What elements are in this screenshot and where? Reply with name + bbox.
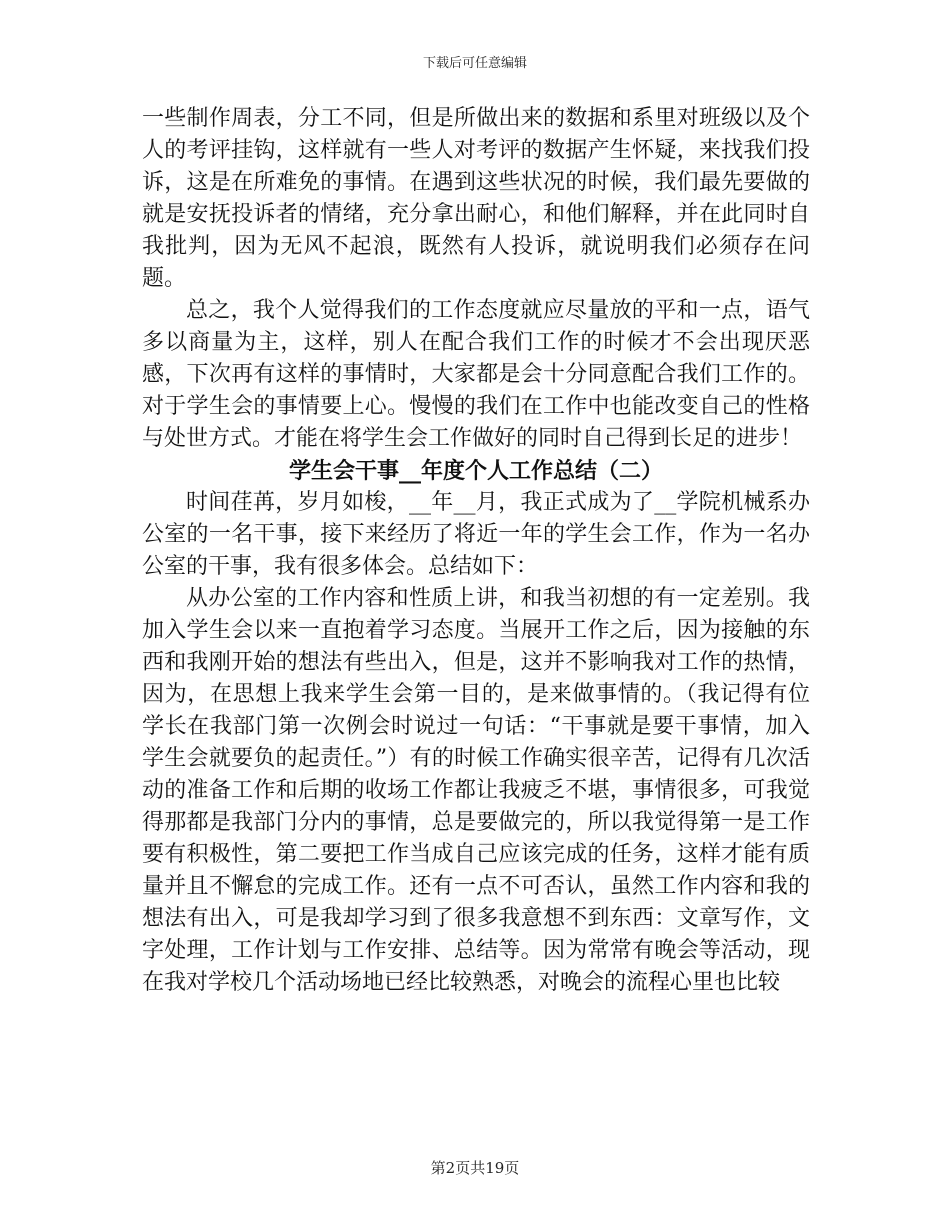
paragraph-intro: 时间荏苒，岁月如梭，__年__月，我正式成为了__学院机械系办公室的一名干事，接下来经历了将近一年的学生会工作，作为一名办公室的干事，我有很多体会。总结如下：	[142, 490, 810, 579]
section-title: 学生会干事__年度个人工作总结（二）	[288, 458, 663, 484]
paragraph-office-work: 从办公室的工作内容和性质上讲，和我当初想的有一定差别。我加入学生会以来一直抱着学习态度。当展开工作之后，因为接触的东西和我刚开始的想法有些出入，但是，这并不影响我对工作的热情，因为，在思想上我来学生会第一目的，是来做事情的。（我记得有位学长在我部门第一次例会时说过一句话：“干事就是要干事情，加入学生会就要负的起责任。”）有的时候工作确实很辛苦，记得有几次活动的准备工作和后期的收场工作都让我疲乏不堪，事情很多，可我觉得那都是我部门分内的事情，总是要做完的，所以我觉得第一是工作要有积极性，第二要把工作当成自己应该完成的任务，这样才能有质量并且不懈怠的完成工作。还有一点不可否认，虽然工作内容和我的想法有出入，可是我却学习到了很多我意想不到东西：文章写作，文字处理，工作计划与工作安排、总结等。因为常常有晚会等活动，现在我对学校几个活动场地已经比较熟悉，对晚会的流程心里也比较	[142, 586, 810, 995]
page-footer: 第2页共19页	[430, 1159, 520, 1177]
paragraph-continuation: 一些制作周表，分工不同，但是所做出来的数据和系里对班级以及个人的考评挂钩，这样就有一些人对考评的数据产生怀疑，来找我们投诉，这是在所难免的事情。在遇到这些状况的时候，我们最先要做的就是安抚投诉者的情绪，充分拿出耐心，和他们解释，并在此同时自我批判，因为无风不起浪，既然有人投诉，就说明我们必须存在问题。	[142, 106, 810, 291]
paragraph-conclusion: 总之，我个人觉得我们的工作态度就应尽量放的平和一点，语气多以商量为主，这样，别人在配合我们工作的时候才不会出现厌恶感，下次再有这样的事情时，大家都是会十分同意配合我们工作的。对于学生会的事情要上心。慢慢的我们在工作中也能改变自己的性格与处世方式。才能在将学生会工作做好的同时自己得到长足的进步！	[142, 298, 810, 451]
page-header: 下载后可任意编辑	[422, 56, 527, 71]
document-body	[142, 103, 810, 999]
